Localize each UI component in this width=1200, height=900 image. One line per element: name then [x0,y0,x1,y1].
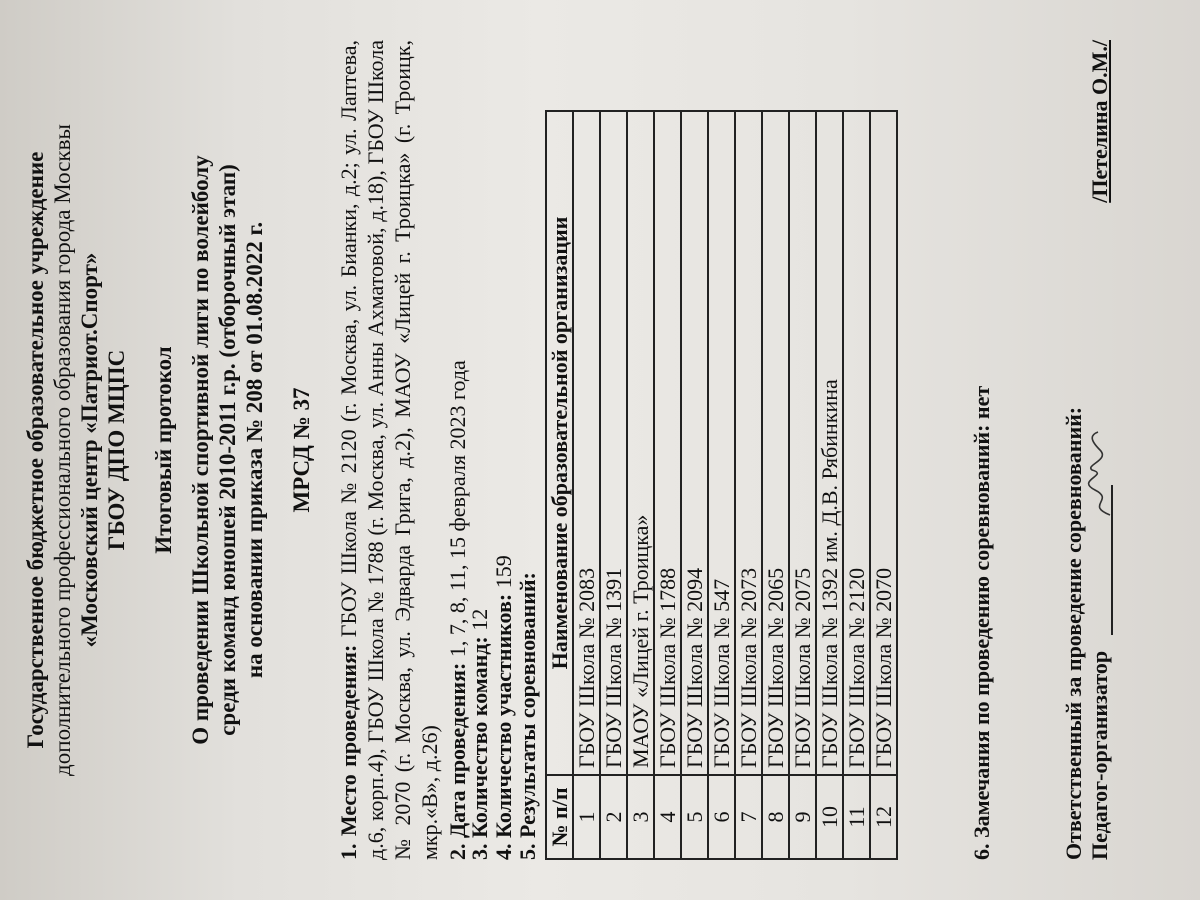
responsible-label: Ответственный за проведение соревнований: [1061,406,1086,860]
table-header-row [546,111,573,859]
position-label: Педагог-организатор [1087,650,1112,860]
table-row [789,111,816,859]
date-value: 1, 7, 8, 11, 15 февраля 2023 года [445,360,470,658]
row-number: 7 [735,775,762,859]
row-number: 9 [789,775,816,859]
results-label: 5. Результаты соревнований: [515,572,540,860]
row-school: ГБОУ Школа № 1788 [654,111,681,775]
table-row [573,111,600,859]
col-number-header: № п/п [546,775,573,859]
row-number: 1 [573,775,600,859]
row-number: 6 [708,775,735,859]
row-school: ГБОУ Школа № 1392 им. Д.В. Рябинкина [816,111,843,775]
date-label: 2. Дата проведения: [445,662,470,860]
place-paragraph [335,40,443,860]
table-row [762,111,789,859]
table-row [627,111,654,859]
doc-number: МРСД № 37 [289,387,314,513]
table-row [816,111,843,859]
signatory-name: /Петелина О.М./ [1087,40,1112,203]
row-school: ГБОУ Школа № 2083 [573,111,600,775]
remarks-line: 6. Замечания по проведению соревнований: нет [969,385,994,860]
row-number: 2 [600,775,627,859]
row-school: ГБОУ Школа № 2065 [762,111,789,775]
row-number: 5 [681,775,708,859]
row-number: 8 [762,775,789,859]
row-school: ГБОУ Школа № 2075 [789,111,816,775]
handwritten-signature [1080,430,1120,520]
table-row [681,111,708,859]
org-line4: ГБОУ ДПО МЦПС [104,349,129,551]
participants-value: 159 [491,555,516,589]
results-table [545,110,898,860]
table-row [843,111,870,859]
table-row [654,111,681,859]
org-line3: «Московский центр «Патриот.Спорт» [77,252,102,648]
col-name-header: Наименование образовательной организации [546,111,573,775]
participants-label: 4. Количество участников: [491,593,516,860]
table-row [870,111,897,859]
teams-label: 3. Количество команд: [467,636,492,860]
participants-line [490,40,517,860]
title-line2: О проведении Школьной спортивной лиги по волейболу [188,155,213,745]
org-line1: Государственное бюджетное образовательное учреждение [23,151,48,749]
place-label: 1. Место проведения: [336,644,361,860]
row-school: МАОУ «Лицей г. Троицка» [627,111,654,775]
place-value: ГБОУ Школа № 2120 (г. Москва, ул. Бианки, д.2; ул. Лаптева, д.6, корп.4), ГБОУ Школа № 1788 (г. Москва, ул. Анны Ахматовой, д.18), ГБОУ Школа № 2070 (г. Москва, ул. Эдварда Грига, д.2), МАОУ «Лицей г. Троицка» (г. Троицк, мкр.«В», д.26) [336,39,442,860]
table-row [600,111,627,859]
teams-line [466,40,493,860]
row-school: ГБОУ Школа № 2070 [870,111,897,775]
row-number: 10 [816,775,843,859]
protocol-title [150,0,268,900]
row-school: ГБОУ Школа № 547 [708,111,735,775]
title-line3: среди команд юношей 2010-2011 г.р. (отборочный этап) [215,164,240,736]
table-row [708,111,735,859]
results-line [514,40,541,860]
row-number: 4 [654,775,681,859]
org-header [22,0,130,900]
row-school: ГБОУ Школа № 2120 [843,111,870,775]
row-number: 3 [627,775,654,859]
row-school: ГБОУ Школа № 2073 [735,111,762,775]
row-school: ГБОУ Школа № 1391 [600,111,627,775]
row-number: 12 [870,775,897,859]
org-line2: дополнительного профессионального образования города Москвы [50,124,75,776]
row-school: ГБОУ Школа № 2094 [681,111,708,775]
row-number: 11 [843,775,870,859]
title-line4: на основании приказа № 208 от 01.08.2022 г. [242,221,267,679]
table-row [735,111,762,859]
title-line1: Итоговый протокол [151,346,176,554]
teams-value: 12 [467,608,492,631]
